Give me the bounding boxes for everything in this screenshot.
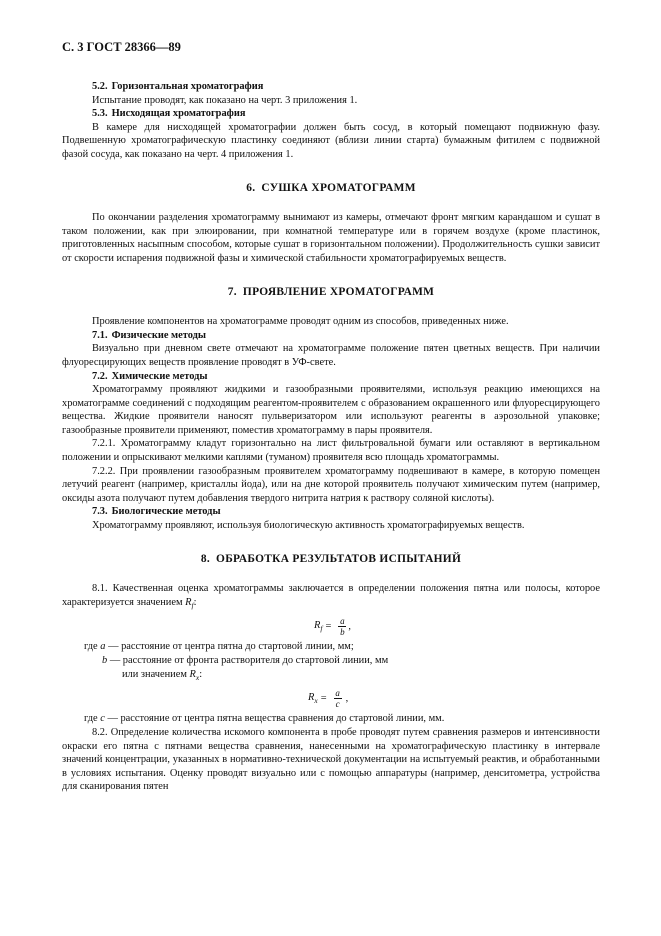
or-value: или значением $R_x$:	[122, 668, 203, 682]
page-header: С. 3 ГОСТ 28366—89	[62, 40, 181, 54]
section-7-2-text: Хроматограмму проявляют жидкими и газообразными проявителями, используя реакцию имеющихся на хроматограмме соединений с подходящим реагентом-проявителем с образованием окрашенного или флуоресцирующего вещества. Жидкие проявители наносят пульверизатором или используют реагенты в аэрозольной упаковке; газообразные проявители применяют, поместив хроматограмму в пары проявителя.	[62, 384, 600, 436]
section-7-3-text: Хроматограмму проявляют, используя биологическую активность хроматографируемых веществ.	[92, 520, 525, 532]
formula-rf: $R_f$ = $\frac{a}{b}$ ,	[314, 616, 351, 638]
document-body	[62, 80, 600, 794]
section-5-2-heading: 5.2. Горизонтальная хроматография	[92, 81, 264, 92]
section-7-heading: 7. ПРОЯВЛЕНИЕ ХРОМАТОГРАММ	[227, 285, 435, 298]
section-7-1-text: Визуально при дневном свете отмечают на хроматограмме положение пятен цветных веществ. При наличии флуоресцирующих веществ проявление проводят в УФ-свете.	[62, 343, 600, 368]
where-a: где a — расстояние от центра пятна до стартовой линии, мм;	[84, 641, 354, 653]
section-8-2-text: 8.2. Определение количества искомого компонента в пробе проводят путем сравнения размеров и интенсивности окраски его пятна с пятнами вещества сравнения, нанесенными на хроматографическую пластинку в интервале значений концентрации, указанных в нормативно-технической документации на испытуемый реактив, и обработанными в условиях испытания. Оценку проводят визуально или с помощью аппаратуры (например, денситометра, устройства для сканирования пятен	[62, 726, 600, 793]
section-5-3-heading: 5.3. Нисходящая хроматография	[92, 108, 246, 120]
section-8-heading: 8. ОБРАБОТКА РЕЗУЛЬТАТОВ ИСПЫТАНИЙ	[200, 552, 462, 565]
section-7-3-heading: 7.3. Биологические методы	[92, 506, 221, 518]
section-7-intro: Проявление компонентов на хроматограмме проводят одним из способов, приведенных ниже.	[92, 316, 509, 328]
where-b: b — расстояние от фронта растворителя до стартовой линии, мм	[102, 655, 389, 667]
section-5-2-text: Испытание проводят, как показано на черт. 3 приложения 1.	[92, 94, 358, 106]
section-8-1-text: 8.1. Качественная оценка хроматограммы заключается в определении положения пятна или полосы, которое характеризуется значением $R_f$:	[62, 583, 600, 610]
formula-rx: $R_x$ = $\frac{a}{c}$ ,	[308, 688, 349, 710]
section-7-2-2-text: 7.2.2. При проявлении газообразным проявителем хроматограмму подвешивают в камере, в которую помещен летучий реагент (например, кристаллы йода), или на дне которой проявитель получают химическим путем (например, оксиды азота получают путем добавления твердого нитрита натрия к раствору соляной кислоты).	[62, 465, 600, 504]
where-c: где c — расстояние от центра пятна вещества сравнения до стартовой линии, мм.	[84, 713, 445, 725]
section-6-text: По окончании разделения хроматограмму вынимают из камеры, отмечают фронт мягким карандашом и сушат в таком положении, как при элюировании, при комнатной температуре или в горячем воздухе (кроме пластинок, приготовленных насыпным способом, которые сушат в горизонтальном положении). Продолжительность сушки зависит от скорости испарения подвижной фазы и химической стабильности хроматографируемых веществ.	[62, 212, 600, 264]
section-7-2-heading: 7.2. Химические методы	[92, 370, 208, 382]
section-7-2-1-text: 7.2.1. Хроматограмму кладут горизонтально на лист фильтровальной бумаги или оставляют в вертикальном положении и опрыскивают мелкими каплями (туманом) проявителя всю площадь хроматограммы.	[62, 438, 600, 464]
section-5-3-text: В камере для нисходящей хроматографии должен быть сосуд, в который помещают подвижную фазу. Подвешенную хроматографическую пластинку соединяют (вблизи линии старта) бумажным фитилем с подвижной фазой сосуда, как показано на черт. 4 приложения 1.	[62, 121, 600, 160]
section-7-1-heading: 7.1. Физические методы	[92, 329, 206, 341]
section-6-heading: 6. СУШКА ХРОМАТОГРАММ	[246, 181, 416, 194]
